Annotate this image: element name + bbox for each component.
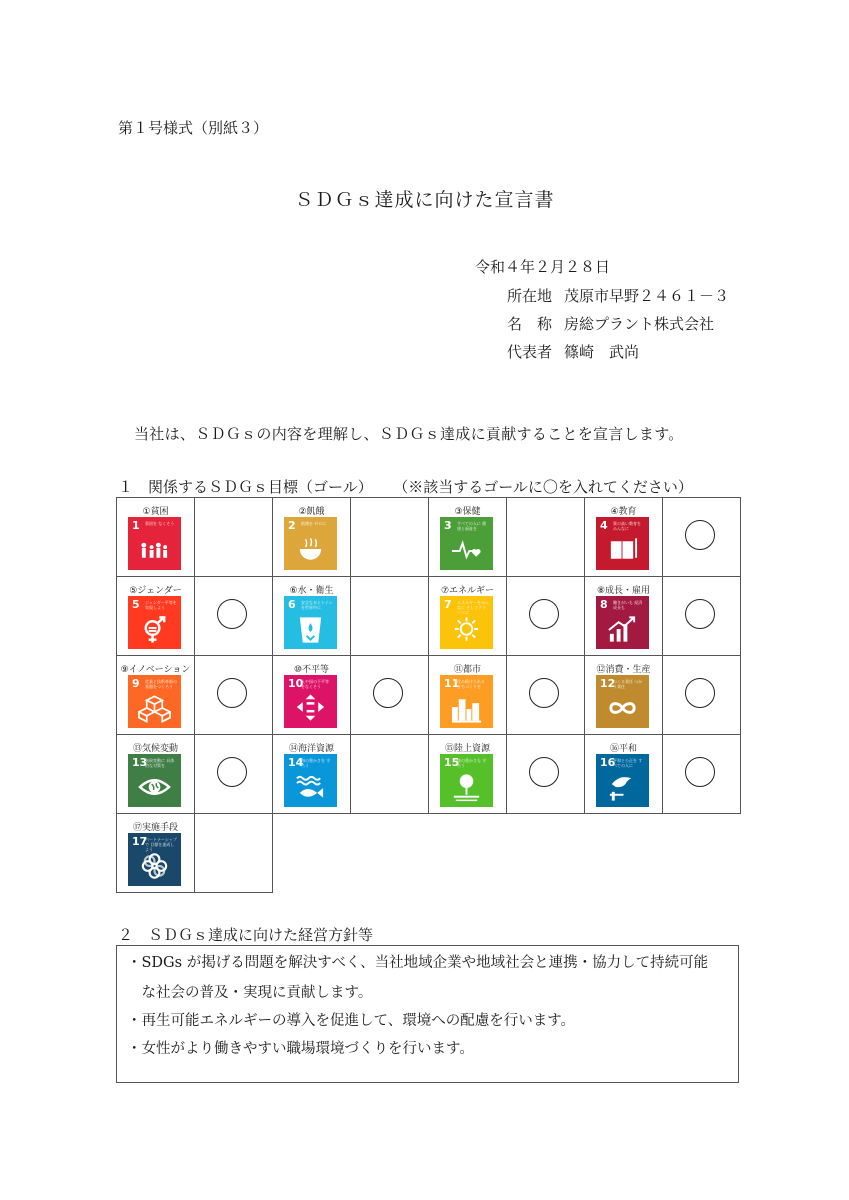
goal-label: ⑮陸上資源 (444, 744, 490, 754)
selected-circle-mark (217, 757, 247, 787)
sdg-goal-icon (596, 675, 649, 728)
goal-mark-cell[interactable] (507, 735, 585, 814)
goal-mark-cell[interactable] (507, 498, 585, 577)
sdg-goal-icon (128, 833, 181, 886)
goal-icon-cell (117, 498, 195, 577)
goal-number: 12 (600, 677, 616, 690)
goal-icon-cell (429, 577, 507, 656)
goal-pictogram-icon (450, 535, 483, 565)
selected-circle-mark (529, 757, 559, 787)
goal-icon-cell (585, 498, 663, 577)
goal-pictogram-icon (138, 614, 171, 644)
goal-pictogram-icon (450, 693, 483, 723)
goal-icon-cell (429, 735, 507, 814)
selected-circle-mark (217, 599, 247, 629)
goal-mark-cell[interactable] (195, 735, 273, 814)
address-value: 茂原市早野２４６１－３ (564, 287, 730, 305)
goal-text: 産業と技術革新の 基盤をつくろう (145, 679, 177, 689)
selected-circle-mark (685, 678, 715, 708)
goal-icon-cell (273, 577, 351, 656)
representative-value: 篠崎 武尚 (564, 343, 640, 361)
goal-text: 陸の豊かさも 守ろう (457, 758, 487, 768)
goal-icon-cell (273, 656, 351, 735)
goal-text: 気候変動に 具体的な対策を (145, 758, 175, 768)
goal-label: ⑭海洋資源 (288, 744, 334, 754)
goals-row (117, 735, 741, 814)
goal-mark-cell[interactable] (351, 735, 429, 814)
address-label: 所在地 (507, 287, 553, 305)
goal-number: 13 (132, 756, 148, 769)
goal-text: 飢餓を ゼロに (301, 521, 327, 526)
goal-mark-cell[interactable] (507, 656, 585, 735)
goal-pictogram-icon (606, 772, 639, 802)
goal-number: 4 (600, 519, 608, 532)
sdg-goal-icon (284, 596, 337, 649)
goals-row (117, 498, 741, 577)
goal-icon-cell (429, 656, 507, 735)
goal-label: ⑪都市 (453, 665, 481, 675)
goal-pictogram-icon (450, 614, 483, 644)
sdg-goal-icon (128, 675, 181, 728)
goal-number: 1 (132, 519, 140, 532)
sdg-goal-icon (440, 517, 493, 570)
goal-pictogram-icon (138, 535, 171, 565)
goal-number: 9 (132, 677, 140, 690)
section1-note: （※該当するゴールに〇を入れてください） (400, 478, 693, 496)
sdg-goal-icon (284, 517, 337, 570)
goal-number: 14 (288, 756, 304, 769)
goal-text: エネルギーをみんなに そしてクリーンに (457, 600, 489, 615)
goal-text: パートナーシップで 目標を達成しよう (145, 837, 177, 852)
sdg-goal-icon (128, 596, 181, 649)
goal-mark-cell[interactable] (195, 577, 273, 656)
sdg-goal-icon (440, 596, 493, 649)
goal-label: ③保健 (454, 507, 481, 517)
goal-number: 10 (288, 677, 304, 690)
goal-icon-cell (585, 735, 663, 814)
selected-circle-mark (529, 678, 559, 708)
goal-icon-cell (273, 735, 351, 814)
goal-icon-cell (117, 577, 195, 656)
goal-text: 平和と公正を すべての人に (613, 758, 643, 768)
goal-pictogram-icon (606, 614, 639, 644)
goal-pictogram-icon (294, 693, 327, 723)
goal-mark-cell[interactable] (663, 735, 741, 814)
goal-mark-cell[interactable] (663, 656, 741, 735)
policy-line: ・SDGs が掲げる問題を解決すべく、当社地域企業や地域社会と連携・協力して持続可能 (127, 955, 709, 971)
goal-text: 安全な水とトイレ を世界中に (301, 600, 333, 610)
goal-number: 2 (288, 519, 296, 532)
declaration-date: 令和４年２月２８日 (475, 258, 611, 276)
goal-number: 11 (444, 677, 460, 690)
goal-pictogram-icon (294, 772, 327, 802)
policy-line: な社会の普及・実現に貢献します。 (127, 985, 373, 1001)
goal-label: ⑥水・衛生 (289, 586, 334, 596)
goal-pictogram-icon (606, 693, 639, 723)
goal-number: 17 (132, 835, 148, 848)
policy-line: ・再生可能エネルギーの導入を促進して、環境への配慮を行います。 (127, 1013, 576, 1029)
sdg-goal-icon (284, 754, 337, 807)
sdg-goal-icon (440, 675, 493, 728)
selected-circle-mark (217, 678, 247, 708)
goal-pictogram-icon (294, 614, 327, 644)
goal-label: ⑧成長・雇用 (596, 586, 651, 596)
goal-number: 7 (444, 598, 452, 611)
goal-icon-cell (117, 814, 195, 893)
goal-text: 海の豊かさを 守ろう (301, 758, 331, 768)
document-title: ＳＤＧｓ達成に向けた宣言書 (294, 189, 555, 211)
goal-mark-cell[interactable] (351, 656, 429, 735)
goal-number: 8 (600, 598, 608, 611)
sdg-goal-icon (596, 754, 649, 807)
representative-label: 代表者 (507, 343, 553, 361)
goal-label: ④教育 (610, 507, 637, 517)
goal-mark-cell[interactable] (195, 656, 273, 735)
goal-text: 住み続けられる まちづくりを (457, 679, 485, 689)
goal-label: ②飢餓 (298, 507, 325, 517)
issuer-address-row (507, 285, 729, 306)
goal-pictogram-icon (138, 693, 171, 723)
goal-mark-cell[interactable] (507, 577, 585, 656)
goal-label: ⑤ジェンダー (129, 586, 182, 596)
goal-text: すべての人に 健康と福祉を (457, 521, 487, 531)
goal-label: ⑦エネルギー (440, 586, 495, 596)
declaration-statement: 当社は、ＳＤＧｓの内容を理解し、ＳＤＧｓ達成に貢献することを宣言します。 (134, 425, 684, 443)
goal-pictogram-icon (606, 535, 639, 565)
goal-pictogram-icon (138, 851, 171, 881)
goal-mark-cell[interactable] (351, 498, 429, 577)
goal-text: つくる責任 つかう責任 (613, 679, 643, 689)
goal-number: 5 (132, 598, 140, 611)
sdg-goal-icon (596, 517, 649, 570)
sdg-goal-icon (128, 517, 181, 570)
goal-icon-cell (585, 577, 663, 656)
goal-number: 6 (288, 598, 296, 611)
goal-mark-cell[interactable] (663, 498, 741, 577)
goals-row (117, 814, 741, 893)
goal-pictogram-icon (450, 772, 483, 802)
goal-label: ⑬気候変動 (132, 744, 178, 754)
goal-number: 3 (444, 519, 452, 532)
goal-label: ⑯平和 (609, 744, 637, 754)
goal-label: ⑩不平等 (293, 665, 330, 675)
goal-label: ⑰実施手段 (132, 823, 178, 833)
policy-line: ・女性がより働きやすい職場環境づくりを行います。 (127, 1041, 474, 1057)
sdg-goal-icon (596, 596, 649, 649)
selected-circle-mark (685, 757, 715, 787)
goal-mark-cell[interactable] (195, 498, 273, 577)
goal-label: ⑨イノベーション (120, 665, 191, 675)
goal-icon-cell (585, 656, 663, 735)
goal-label: ⑫消費・生産 (596, 665, 651, 675)
policy-box (116, 945, 739, 1083)
goal-icon-cell (429, 498, 507, 577)
selected-circle-mark (685, 520, 715, 550)
goals-row (117, 577, 741, 656)
sdg-goal-icon (284, 675, 337, 728)
company-name-value: 房総プラント株式会社 (564, 315, 715, 333)
goals-row (117, 656, 741, 735)
issuer-representative-row (507, 341, 639, 362)
goal-mark-cell[interactable] (195, 814, 273, 893)
goal-pictogram-icon (138, 772, 171, 802)
goal-text: ジェンダー平等を 実現しよう (145, 600, 177, 610)
selected-circle-mark (529, 599, 559, 629)
goal-text: 質の高い教育を みんなに (613, 521, 641, 531)
selected-circle-mark (373, 678, 403, 708)
sdg-goal-icon (128, 754, 181, 807)
section1-title: １ 関係するＳＤＧｓ目標（ゴール） (118, 478, 373, 496)
sdg-goals-table (116, 497, 741, 893)
goal-text: 人や国の不平等 をなくそう (301, 679, 329, 689)
goal-text: 働きがいも 経済成長も (613, 600, 643, 610)
goal-number: 16 (600, 756, 616, 769)
goal-icon-cell (117, 735, 195, 814)
goal-number: 15 (444, 756, 460, 769)
section2-title: ２ ＳＤＧｓ達成に向けた経営方針等 (118, 926, 374, 944)
sdg-goal-icon (440, 754, 493, 807)
section1-heading (118, 476, 693, 497)
selected-circle-mark (685, 599, 715, 629)
goal-icon-cell (273, 498, 351, 577)
goal-pictogram-icon (294, 535, 327, 565)
goal-text: 貧困を なくそう (145, 521, 175, 526)
form-number: 第１号様式（別紙３） (118, 119, 269, 137)
goal-label: ①貧困 (142, 507, 169, 517)
issuer-name-row (507, 313, 714, 334)
goal-mark-cell[interactable] (663, 577, 741, 656)
name-label: 名 称 (507, 315, 553, 333)
goal-mark-cell[interactable] (351, 577, 429, 656)
goal-icon-cell (117, 656, 195, 735)
